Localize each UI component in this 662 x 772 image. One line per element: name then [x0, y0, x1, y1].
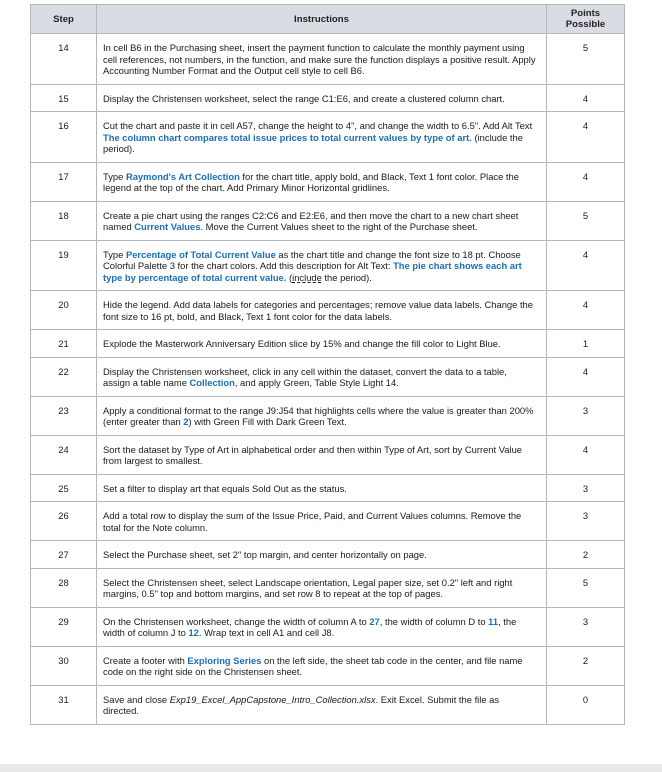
instruction-text: [97, 240, 547, 291]
instruction-fragment: Hide the legend. Add data labels for categories and percentages; remove value data labels. Change the font size to 16 pt, bold, and Black, Text 1 font color for the data labels.: [103, 299, 533, 322]
instruction-fragment: Type: [103, 248, 126, 260]
instruction-fragment: Type: [103, 170, 126, 182]
instruction-fragment: On the Christensen worksheet, change the width of column A to: [103, 615, 370, 627]
highlighted-value: Exploring Series: [187, 654, 262, 666]
step-number: 29: [31, 607, 97, 646]
points-value: 3: [547, 396, 625, 435]
instruction-text: [97, 291, 547, 330]
instruction-fragment: Select the Christensen sheet, select Landscape orientation, Legal paper size, set 0.2" left and right margins, 0.5" top and bottom margins, and set row 8 to repeat at the top of pages.: [103, 576, 513, 599]
highlighted-value: 12: [188, 627, 199, 638]
instruction-fragment: Display the Christensen worksheet, click in any cell within the dataset, convert the data to a table, assign a table name: [103, 365, 507, 388]
step-number: 24: [31, 435, 97, 474]
instructions-table: [30, 4, 625, 725]
instruction-fragment: Display the Christensen worksheet, select the range C1:E6, and create a clustered column chart.: [103, 92, 505, 104]
points-value: 4: [547, 84, 625, 112]
table-header-row: [31, 5, 625, 34]
highlighted-value: The pie chart shows each art type by percentage of total current value.: [103, 260, 522, 283]
points-value: 3: [547, 502, 625, 541]
instruction-fragment: . Exit Excel. Submit the file as directed.: [103, 693, 500, 716]
file-name: Exp19_Excel_AppCapstone_Intro_Collection.xlsx: [169, 693, 376, 705]
step-number: 28: [31, 568, 97, 607]
instruction-text: [97, 568, 547, 607]
table-row: [31, 435, 625, 474]
points-value: 4: [547, 112, 625, 163]
instruction-fragment: (include the period).: [103, 131, 523, 154]
instruction-text: [97, 330, 547, 358]
step-number: 14: [31, 34, 97, 85]
instruction-fragment: Save and close: [103, 693, 170, 705]
table-row: [31, 357, 625, 396]
points-value: 4: [547, 291, 625, 330]
points-value: 4: [547, 435, 625, 474]
step-number: 16: [31, 112, 97, 163]
table-row: [31, 502, 625, 541]
highlighted-value: Raymond's Art Collection: [125, 170, 240, 182]
instruction-text: [97, 112, 547, 163]
instruction-text: [97, 474, 547, 502]
instruction-fragment: , and apply Green, Table Style Light 14.: [234, 377, 399, 388]
instruction-fragment: as the chart title and change the font size to 18 pt. Choose Colorful Palette 3 for the chart colors. Add this description for Alt Text:: [103, 248, 521, 271]
step-number: 20: [31, 291, 97, 330]
instruction-text: [97, 685, 547, 724]
step-number: 19: [31, 240, 97, 291]
instruction-fragment: for the chart title, apply bold, and Black, Text 1 font color. Place the legend at the top of the chart. Add Primary Minor Horizontal gridlines.: [103, 170, 519, 193]
step-column-header: Step: [31, 5, 97, 34]
highlighted-value: 11: [488, 615, 499, 627]
table-row: [31, 240, 625, 291]
points-value: 5: [547, 201, 625, 240]
instruction-text: [97, 541, 547, 569]
instructions-column-header: Instructions: [97, 5, 547, 34]
step-number: 31: [31, 685, 97, 724]
table-row: [31, 201, 625, 240]
table-row: [31, 568, 625, 607]
highlighted-value: 2: [183, 416, 189, 427]
table-row: [31, 112, 625, 163]
table-row: [31, 541, 625, 569]
step-number: 25: [31, 474, 97, 502]
points-column-header: Points Possible: [547, 5, 625, 34]
table-row: [31, 291, 625, 330]
instruction-text: [97, 502, 547, 541]
step-number: 21: [31, 330, 97, 358]
step-number: 15: [31, 84, 97, 112]
instruction-fragment: , the width of column J to: [103, 615, 517, 638]
instruction-fragment: ) with Green Fill with Dark Green Text.: [188, 416, 347, 427]
step-number: 23: [31, 396, 97, 435]
points-value: 5: [547, 34, 625, 85]
instruction-fragment: Sort the dataset by Type of Art in alphabetical order and then within Type of Art, sort by Current Value from largest to smallest.: [103, 443, 522, 466]
instruction-text: [97, 396, 547, 435]
highlighted-value: 27: [369, 615, 380, 627]
instruction-text: [97, 201, 547, 240]
table-row: [31, 34, 625, 85]
points-value: 0: [547, 685, 625, 724]
instruction-text: [97, 84, 547, 112]
step-number: 22: [31, 357, 97, 396]
step-number: 26: [31, 502, 97, 541]
highlighted-value: Collection: [189, 377, 235, 388]
instruction-fragment: (: [286, 271, 293, 283]
highlighted-value: The column chart compares total issue prices to total current values by type of art.: [103, 131, 472, 143]
step-number: 30: [31, 646, 97, 685]
instruction-fragment: Explode the Masterwork Anniversary Edition slice by 15% and change the fill color to Light Blue.: [103, 338, 501, 349]
page-bottom-edge: [0, 764, 662, 772]
instruction-fragment: Create a pie chart using the ranges C2:C6 and E2:E6, and then move the chart to a new chart sheet named: [103, 209, 519, 232]
points-value: 1: [547, 330, 625, 358]
table-row: [31, 330, 625, 358]
table-row: [31, 162, 625, 201]
instruction-fragment: Add a total row to display the sum of the Issue Price, Paid, and Current Values columns. Remove the total for the Note column.: [103, 510, 522, 533]
instruction-text: [97, 34, 547, 85]
table-row: [31, 685, 625, 724]
instruction-fragment: , the width of column D to: [379, 615, 489, 627]
instruction-text: [97, 357, 547, 396]
instruction-fragment: Set a filter to display art that equals Sold Out as the status.: [103, 482, 347, 494]
instruction-fragment: include: [292, 271, 322, 283]
points-value: 3: [547, 474, 625, 502]
points-value: 4: [547, 240, 625, 291]
instruction-text: [97, 607, 547, 646]
step-number: 17: [31, 162, 97, 201]
table-row: [31, 396, 625, 435]
instruction-text: [97, 162, 547, 201]
instruction-fragment: Apply a conditional format to the range J9:J54 that highlights cells where the value is greater than 200% (enter greater than: [103, 404, 534, 427]
highlighted-value: Percentage of Total Current Value: [125, 248, 276, 260]
table-body: [31, 34, 625, 725]
highlighted-value: Current Values: [134, 221, 201, 232]
points-value: 2: [547, 646, 625, 685]
step-number: 18: [31, 201, 97, 240]
table-row: [31, 474, 625, 502]
instruction-fragment: . Wrap text in cell A1 and cell J8.: [198, 627, 335, 638]
points-value: 3: [547, 607, 625, 646]
step-number: 27: [31, 541, 97, 569]
table-row: [31, 607, 625, 646]
instruction-text: [97, 435, 547, 474]
instruction-fragment: the period).: [321, 271, 372, 283]
instruction-fragment: Cut the chart and paste it in cell A57, change the height to 4", and change the width to 6.5". Add Alt Text: [103, 120, 533, 131]
instruction-fragment: In cell B6 in the Purchasing sheet, insert the payment function to calculate the monthly payment using cell references, not numbers, in the function, and make sure the function displays a positive result. Apply Accounting Number Format and the Output cell style to cell B6.: [103, 42, 536, 76]
points-value: 4: [547, 162, 625, 201]
instruction-text: [97, 646, 547, 685]
points-value: 4: [547, 357, 625, 396]
instruction-fragment: on the left side, the sheet tab code in the center, and file name code on the right side on the Christensen sheet.: [103, 654, 523, 677]
instruction-fragment: Select the Purchase sheet, set 2" top margin, and center horizontally on page.: [103, 549, 427, 560]
instruction-fragment: . Move the Current Values sheet to the right of the Purchase sheet.: [200, 221, 478, 232]
points-value: 2: [547, 541, 625, 569]
instruction-fragment: Create a footer with: [103, 654, 188, 666]
points-value: 5: [547, 568, 625, 607]
table-row: [31, 84, 625, 112]
table-row: [31, 646, 625, 685]
